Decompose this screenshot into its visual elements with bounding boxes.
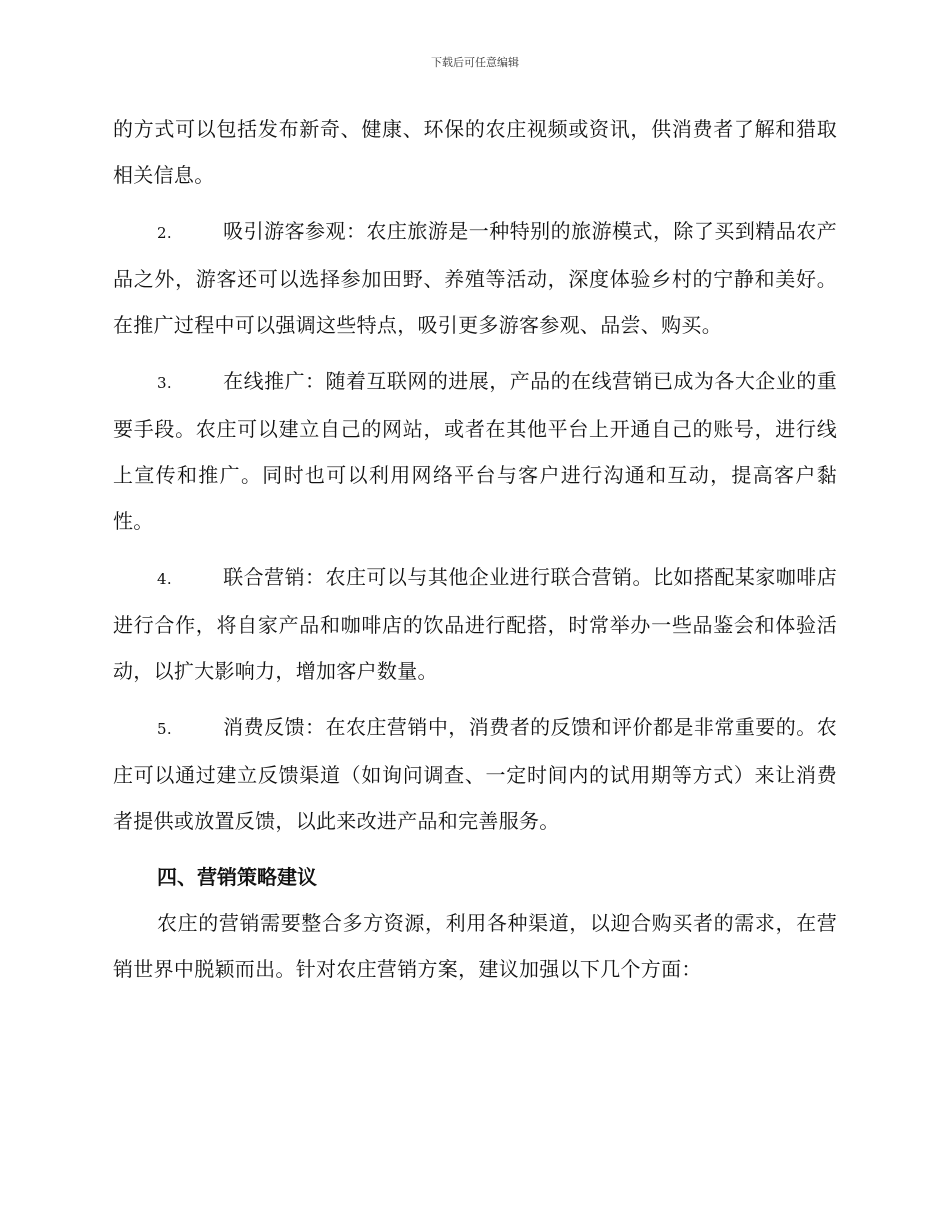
document-body — [113, 106, 837, 992]
list-number: 5. — [157, 720, 172, 738]
list-item-text: 联合营销：农庄可以与其他企业进行联合营销。比如搭配某家咖啡店进行合作，将自家产品和咖啡店的饮品进行配搭，时常举办一些品鉴会和体验活动，以扩大影响力，增加客户数量。 — [113, 565, 837, 683]
list-item-text: 消费反馈：在农庄营销中，消费者的反馈和评价都是非常重要的。农庄可以通过建立反馈渠道（如询问调查、一定时间内的试用期等方式）来让消费者提供或放置反馈，以此来改进产品和完善服务。 — [113, 715, 837, 833]
list-item-text: 在线推广：随着互联网的进展，产品的在线营销已成为各大企业的重要手段。农庄可以建立自己的网站，或者在其他平台上开通自己的账号，进行线上宣传和推广。同时也可以利用网络平台与客户进行沟通和互动，提高客户黏性。 — [113, 369, 837, 533]
list-item-4 — [113, 554, 837, 694]
page-header: 下载后可任意编辑 — [431, 56, 519, 69]
list-item-text: 吸引游客参观：农庄旅游是一种特别的旅游模式，除了买到精品农产品之外，游客还可以选择参加田野、养殖等活动，深度体验乡村的宁静和美好。在推广过程中可以强调这些特点，吸引更多游客参观、品尝、购买。 — [113, 219, 837, 337]
list-item-2 — [113, 208, 837, 348]
list-item-5 — [113, 704, 837, 844]
intro-paragraph: 的方式可以包括发布新奇、健康、环保的农庄视频或资讯，供消费者了解和猎取相关信息。 — [113, 117, 837, 187]
list-number: 2. — [157, 224, 172, 242]
section-paragraph: 农庄的营销需要整合多方资源，利用各种渠道，以迎合购买者的需求，在营销世界中脱颖而出。针对农庄营销方案，建议加强以下几个方面： — [113, 911, 837, 981]
list-number: 3. — [157, 374, 172, 392]
list-item-3 — [113, 358, 837, 544]
list-number: 4. — [157, 570, 172, 588]
section-heading: 四、营销策略建议 — [157, 865, 317, 889]
